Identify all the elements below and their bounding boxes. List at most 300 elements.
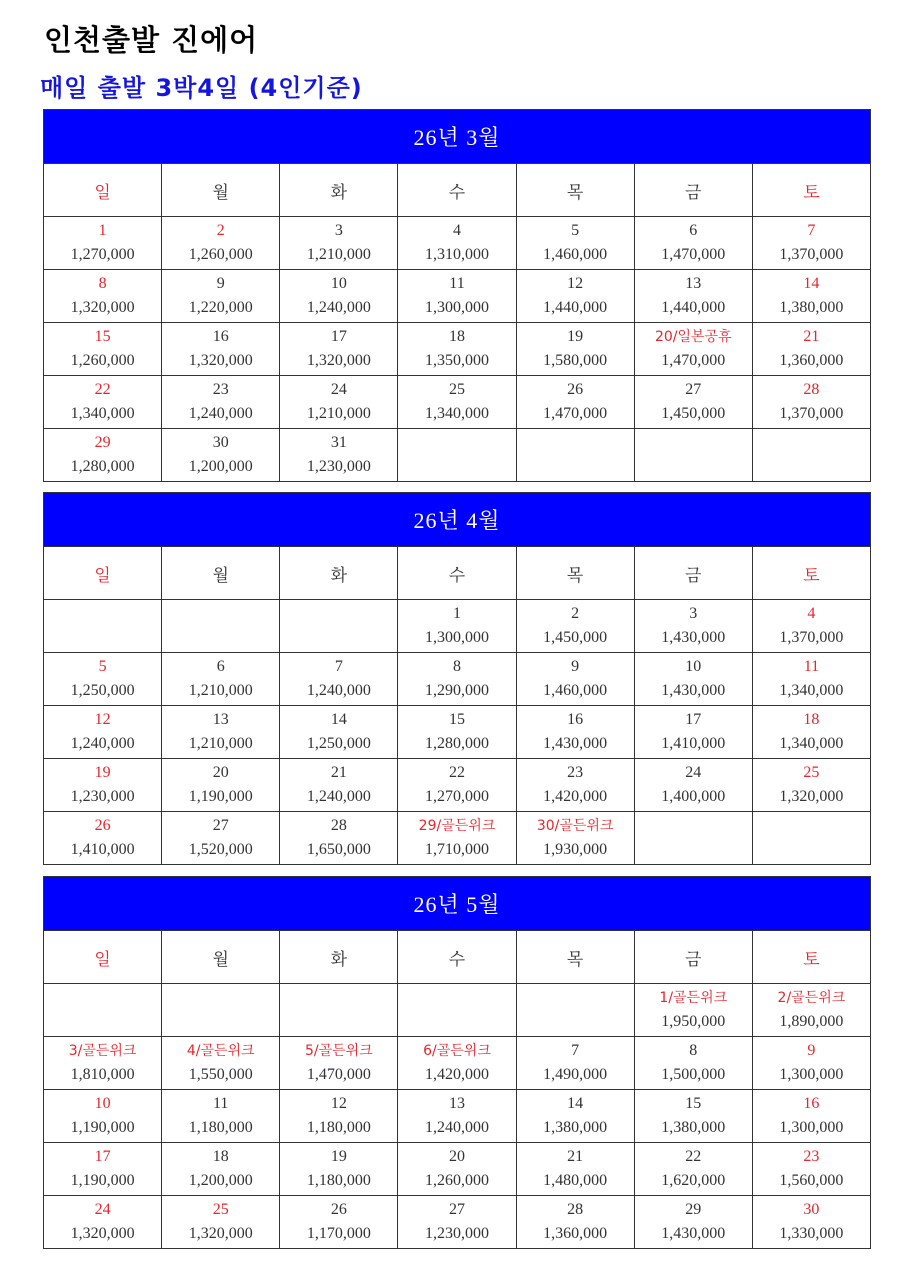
day-cell	[398, 1090, 516, 1143]
day-label: 8	[452, 658, 461, 675]
day-price: 1,240,000	[306, 682, 371, 699]
day-price: 1,440,000	[661, 299, 726, 316]
day-price: 1,310,000	[424, 246, 489, 263]
day-label: 11	[803, 658, 820, 675]
day-price: 1,930,000	[543, 841, 608, 858]
day-cell	[752, 1196, 870, 1249]
day-price: 1,220,000	[188, 299, 253, 316]
day-cell	[398, 600, 516, 653]
day-label: 5	[571, 222, 580, 239]
weekday-header: 일	[44, 547, 162, 600]
day-label: 27	[448, 1201, 465, 1218]
weekday-header: 토	[752, 931, 870, 984]
day-label: 22	[448, 764, 465, 781]
day-price: 1,480,000	[543, 1172, 608, 1189]
weekday-header: 금	[634, 547, 752, 600]
day-cell	[752, 1090, 870, 1143]
day-price: 1,230,000	[424, 1225, 489, 1242]
day-label: 2	[216, 222, 225, 239]
empty-cell	[162, 984, 280, 1037]
day-cell	[398, 759, 516, 812]
day-label: 25	[212, 1201, 229, 1218]
day-cell	[516, 812, 634, 865]
day-price: 1,260,000	[188, 246, 253, 263]
day-price: 1,340,000	[424, 405, 489, 422]
day-price: 1,270,000	[424, 788, 489, 805]
day-label: 10	[330, 275, 347, 292]
day-price: 1,370,000	[779, 405, 844, 422]
empty-cell	[634, 429, 752, 482]
day-price: 1,230,000	[70, 788, 135, 805]
day-cell	[44, 270, 162, 323]
day-cell	[516, 376, 634, 429]
day-label: 4	[807, 605, 816, 622]
weekday-header: 일	[44, 164, 162, 217]
day-cell	[752, 600, 870, 653]
weekday-header: 목	[516, 931, 634, 984]
week-row	[44, 1037, 871, 1090]
day-cell	[280, 759, 398, 812]
day-price: 1,190,000	[70, 1119, 135, 1136]
day-price: 1,250,000	[70, 682, 135, 699]
day-cell	[634, 706, 752, 759]
empty-cell	[44, 984, 162, 1037]
day-label: 30	[803, 1201, 820, 1218]
day-cell	[516, 653, 634, 706]
day-cell	[44, 1196, 162, 1249]
day-price: 1,420,000	[424, 1066, 489, 1083]
day-label: 9	[216, 275, 225, 292]
day-price: 1,470,000	[306, 1066, 371, 1083]
day-label: 30/골든위크	[536, 818, 614, 834]
day-price: 1,370,000	[779, 629, 844, 646]
weekday-header: 수	[398, 164, 516, 217]
day-cell	[752, 759, 870, 812]
day-cell	[398, 376, 516, 429]
day-price: 1,430,000	[543, 735, 608, 752]
week-row	[44, 984, 871, 1037]
day-price: 1,320,000	[306, 352, 371, 369]
day-cell	[280, 429, 398, 482]
day-cell	[280, 812, 398, 865]
day-label: 9	[571, 658, 580, 675]
day-label: 29	[94, 434, 111, 451]
day-cell	[634, 217, 752, 270]
day-price: 1,210,000	[188, 682, 253, 699]
empty-cell	[398, 984, 516, 1037]
day-label: 23	[567, 764, 584, 781]
day-label: 5	[98, 658, 107, 675]
day-price: 1,460,000	[543, 246, 608, 263]
day-price: 1,180,000	[188, 1119, 253, 1136]
day-price: 1,240,000	[70, 735, 135, 752]
day-cell	[634, 1143, 752, 1196]
day-label: 13	[685, 275, 702, 292]
day-label: 26	[94, 817, 111, 834]
day-label: 4	[452, 222, 461, 239]
week-row	[44, 759, 871, 812]
day-label: 19	[567, 328, 584, 345]
day-label: 15	[685, 1095, 702, 1112]
day-price: 1,440,000	[543, 299, 608, 316]
day-price: 1,370,000	[779, 246, 844, 263]
day-price: 1,520,000	[188, 841, 253, 858]
weekday-header: 토	[752, 164, 870, 217]
day-label: 21	[567, 1148, 584, 1165]
day-cell	[44, 1090, 162, 1143]
day-price: 1,260,000	[70, 352, 135, 369]
day-cell	[398, 1196, 516, 1249]
week-row	[44, 1143, 871, 1196]
day-price: 1,450,000	[543, 629, 608, 646]
price-calendar-month	[43, 109, 871, 482]
day-label: 6/골든위크	[423, 1043, 491, 1059]
day-cell	[44, 429, 162, 482]
day-label: 25	[803, 764, 820, 781]
day-price: 1,290,000	[424, 682, 489, 699]
day-label: 11	[449, 275, 465, 292]
day-label: 20/일본공휴	[654, 329, 732, 345]
day-cell	[634, 323, 752, 376]
day-cell	[516, 323, 634, 376]
day-price: 1,210,000	[306, 246, 371, 263]
day-cell	[516, 1037, 634, 1090]
day-label: 22	[94, 381, 111, 398]
day-cell	[280, 1090, 398, 1143]
day-label: 13	[448, 1095, 465, 1112]
day-price: 1,410,000	[70, 841, 135, 858]
day-label: 31	[330, 434, 347, 451]
day-cell	[162, 759, 280, 812]
day-label: 27	[685, 381, 702, 398]
day-label: 1/골든위크	[659, 990, 728, 1006]
day-label: 29	[685, 1201, 702, 1218]
day-price: 1,470,000	[543, 405, 608, 422]
day-cell	[162, 217, 280, 270]
day-label: 8	[98, 275, 107, 292]
day-label: 14	[803, 275, 820, 292]
empty-cell	[634, 812, 752, 865]
day-price: 1,490,000	[543, 1066, 608, 1083]
day-cell	[398, 706, 516, 759]
day-price: 1,330,000	[779, 1225, 844, 1242]
day-cell	[280, 376, 398, 429]
day-cell	[752, 1037, 870, 1090]
day-price: 1,280,000	[70, 458, 135, 475]
month-header: 26년 3월	[44, 110, 871, 164]
weekday-header: 월	[162, 547, 280, 600]
day-cell	[162, 376, 280, 429]
day-cell	[280, 653, 398, 706]
week-row	[44, 812, 871, 865]
day-cell	[752, 376, 870, 429]
day-cell	[398, 653, 516, 706]
day-cell	[280, 1143, 398, 1196]
day-price: 1,270,000	[70, 246, 135, 263]
day-cell	[398, 1143, 516, 1196]
day-cell	[516, 706, 634, 759]
day-label: 1	[98, 222, 107, 239]
day-price: 1,450,000	[661, 405, 726, 422]
day-label: 19	[94, 764, 111, 781]
day-label: 10	[685, 658, 702, 675]
day-price: 1,810,000	[70, 1066, 135, 1083]
day-cell	[516, 1143, 634, 1196]
day-label: 12	[567, 275, 584, 292]
day-price: 1,260,000	[424, 1172, 489, 1189]
day-cell	[634, 600, 752, 653]
day-price: 1,320,000	[779, 788, 844, 805]
day-cell	[752, 706, 870, 759]
day-price: 1,230,000	[306, 458, 371, 475]
day-label: 22	[685, 1148, 702, 1165]
day-price: 1,380,000	[661, 1119, 726, 1136]
day-cell	[44, 653, 162, 706]
day-cell	[398, 270, 516, 323]
day-price: 1,340,000	[70, 405, 135, 422]
day-label: 18	[803, 711, 820, 728]
day-label: 6	[689, 222, 698, 239]
day-price: 1,890,000	[779, 1013, 844, 1030]
day-label: 17	[94, 1148, 111, 1165]
day-cell	[398, 1037, 516, 1090]
day-label: 20	[212, 764, 229, 781]
day-cell	[44, 1143, 162, 1196]
day-label: 18	[448, 328, 465, 345]
day-cell	[44, 376, 162, 429]
empty-cell	[752, 812, 870, 865]
day-label: 3	[334, 222, 343, 239]
day-price: 1,300,000	[779, 1066, 844, 1083]
day-label: 18	[212, 1148, 229, 1165]
day-cell	[634, 270, 752, 323]
weekday-header: 토	[752, 547, 870, 600]
day-price: 1,210,000	[306, 405, 371, 422]
week-row	[44, 217, 871, 270]
day-label: 30	[212, 434, 229, 451]
day-cell	[634, 1037, 752, 1090]
day-label: 14	[567, 1095, 584, 1112]
day-price: 1,400,000	[661, 788, 726, 805]
week-row	[44, 706, 871, 759]
price-calendar-month	[43, 492, 871, 865]
page-subtitle: 매일 출발 3박4일 (4인기준)	[40, 74, 363, 102]
week-row	[44, 429, 871, 482]
day-cell	[516, 1196, 634, 1249]
day-cell	[752, 270, 870, 323]
day-label: 26	[330, 1201, 347, 1218]
day-label: 4/골든위크	[186, 1043, 255, 1059]
day-cell	[398, 812, 516, 865]
day-label: 8	[689, 1042, 698, 1059]
day-cell	[162, 323, 280, 376]
day-label: 6	[216, 658, 225, 675]
day-price: 1,210,000	[188, 735, 253, 752]
day-price: 1,300,000	[424, 629, 489, 646]
month-header: 26년 4월	[44, 493, 871, 547]
day-cell	[162, 429, 280, 482]
day-price: 1,180,000	[306, 1172, 371, 1189]
empty-cell	[398, 429, 516, 482]
day-label: 7	[571, 1042, 580, 1059]
day-label: 13	[212, 711, 229, 728]
day-price: 1,430,000	[661, 1225, 726, 1242]
day-cell	[752, 1143, 870, 1196]
day-price: 1,350,000	[424, 352, 489, 369]
day-price: 1,500,000	[661, 1066, 726, 1083]
day-cell	[516, 600, 634, 653]
day-label: 9	[807, 1042, 816, 1059]
day-cell	[752, 653, 870, 706]
day-price: 1,190,000	[188, 788, 253, 805]
day-price: 1,620,000	[661, 1172, 726, 1189]
day-price: 1,280,000	[424, 735, 489, 752]
day-price: 1,430,000	[661, 682, 726, 699]
weekday-header: 화	[280, 547, 398, 600]
day-price: 1,580,000	[543, 352, 608, 369]
day-cell	[398, 217, 516, 270]
week-row	[44, 323, 871, 376]
day-cell	[162, 1196, 280, 1249]
empty-cell	[280, 984, 398, 1037]
day-label: 25	[448, 381, 465, 398]
day-label: 24	[330, 381, 347, 398]
empty-cell	[752, 429, 870, 482]
day-cell	[752, 217, 870, 270]
weekday-header: 수	[398, 547, 516, 600]
day-price: 1,380,000	[543, 1119, 608, 1136]
weekday-header: 월	[162, 164, 280, 217]
week-row	[44, 653, 871, 706]
day-label: 23	[803, 1148, 820, 1165]
day-label: 23	[212, 381, 229, 398]
day-label: 19	[330, 1148, 347, 1165]
day-cell	[752, 323, 870, 376]
day-label: 7	[334, 658, 343, 675]
empty-cell	[280, 600, 398, 653]
weekday-header: 수	[398, 931, 516, 984]
day-price: 1,320,000	[188, 1225, 253, 1242]
day-price: 1,170,000	[306, 1225, 371, 1242]
day-price: 1,240,000	[424, 1119, 489, 1136]
day-label: 12	[94, 711, 111, 728]
week-row	[44, 376, 871, 429]
day-label: 24	[685, 764, 702, 781]
day-cell	[44, 812, 162, 865]
day-label: 17	[685, 711, 702, 728]
day-cell	[44, 323, 162, 376]
day-cell	[280, 706, 398, 759]
day-label: 15	[94, 328, 111, 345]
weekday-header: 일	[44, 931, 162, 984]
day-price: 1,470,000	[661, 246, 726, 263]
day-price: 1,250,000	[306, 735, 371, 752]
day-label: 17	[330, 328, 347, 345]
day-label: 16	[212, 328, 229, 345]
day-price: 1,200,000	[188, 458, 253, 475]
day-price: 1,340,000	[779, 735, 844, 752]
day-price: 1,430,000	[661, 629, 726, 646]
week-row	[44, 1196, 871, 1249]
day-label: 26	[567, 381, 584, 398]
day-price: 1,240,000	[188, 405, 253, 422]
day-price: 1,340,000	[779, 682, 844, 699]
weekday-header: 화	[280, 164, 398, 217]
day-label: 28	[567, 1201, 584, 1218]
day-cell	[44, 759, 162, 812]
page-title: 인천출발 진에어	[44, 23, 259, 57]
day-cell	[516, 217, 634, 270]
day-price: 1,180,000	[306, 1119, 371, 1136]
day-cell	[634, 376, 752, 429]
week-row	[44, 1090, 871, 1143]
day-price: 1,320,000	[70, 1225, 135, 1242]
day-cell	[516, 759, 634, 812]
day-cell	[44, 706, 162, 759]
empty-cell	[162, 600, 280, 653]
day-label: 16	[803, 1095, 820, 1112]
day-cell	[634, 984, 752, 1037]
day-cell	[162, 1037, 280, 1090]
day-label: 11	[213, 1095, 229, 1112]
day-cell	[516, 1090, 634, 1143]
weekday-header: 월	[162, 931, 280, 984]
day-price: 1,710,000	[424, 841, 489, 858]
month-header: 26년 5월	[44, 877, 871, 931]
day-cell	[634, 759, 752, 812]
day-price: 1,470,000	[661, 352, 726, 369]
day-price: 1,360,000	[779, 352, 844, 369]
weekday-header: 화	[280, 931, 398, 984]
empty-cell	[516, 429, 634, 482]
day-cell	[162, 270, 280, 323]
empty-cell	[516, 984, 634, 1037]
day-price: 1,300,000	[779, 1119, 844, 1136]
day-cell	[398, 323, 516, 376]
day-price: 1,380,000	[779, 299, 844, 316]
day-label: 21	[803, 328, 820, 345]
day-label: 20	[448, 1148, 465, 1165]
day-cell	[162, 706, 280, 759]
day-price: 1,190,000	[70, 1172, 135, 1189]
day-label: 2	[571, 605, 580, 622]
weekday-header: 금	[634, 164, 752, 217]
day-price: 1,360,000	[543, 1225, 608, 1242]
day-cell	[516, 270, 634, 323]
day-label: 16	[567, 711, 584, 728]
day-price: 1,460,000	[543, 682, 608, 699]
day-cell	[280, 323, 398, 376]
price-calendar-month	[43, 876, 871, 1249]
day-label: 7	[807, 222, 816, 239]
day-label: 10	[94, 1095, 111, 1112]
day-cell	[752, 984, 870, 1037]
day-cell	[634, 653, 752, 706]
day-price: 1,240,000	[306, 788, 371, 805]
weekday-header: 목	[516, 164, 634, 217]
week-row	[44, 600, 871, 653]
day-cell	[280, 270, 398, 323]
day-label: 2/골든위크	[777, 990, 846, 1006]
day-price: 1,200,000	[188, 1172, 253, 1189]
day-label: 5/골든위크	[304, 1043, 373, 1059]
day-cell	[280, 217, 398, 270]
day-label: 21	[330, 764, 347, 781]
day-label: 12	[330, 1095, 347, 1112]
day-price: 1,300,000	[424, 299, 489, 316]
day-label: 27	[212, 817, 229, 834]
day-cell	[162, 812, 280, 865]
